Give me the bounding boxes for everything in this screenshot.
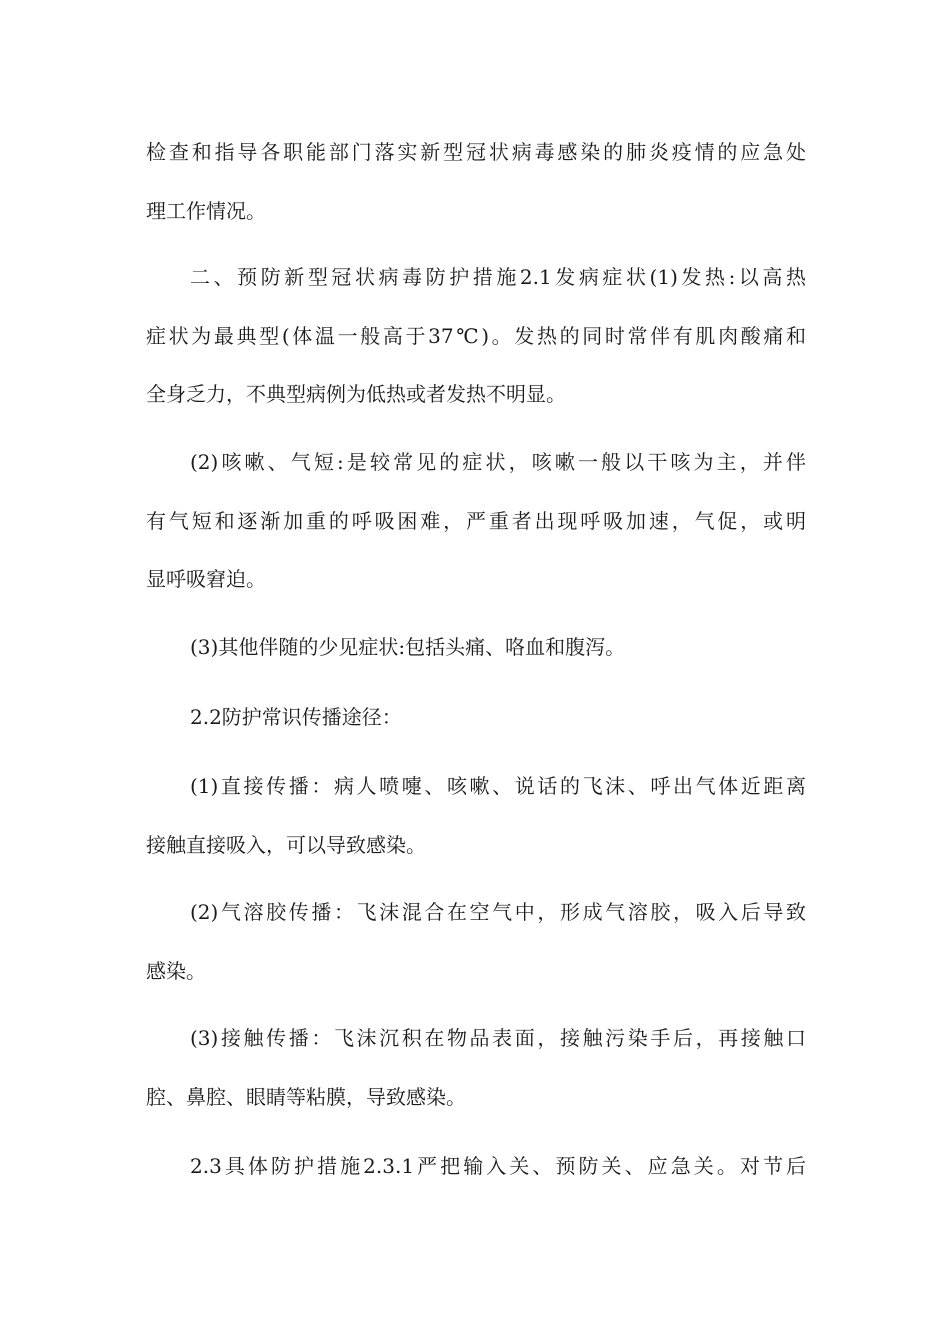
text-line: 理工作情况。	[146, 199, 266, 223]
text-line: 检查和指导各职能部门落实新型冠状病毒感染的肺炎疫情的应急处	[146, 140, 806, 164]
text-line: (2)气溶胶传播：飞沫混合在空气中，形成气溶胶，吸入后导致	[190, 900, 806, 924]
text-line: 2.2防护常识传播途径：	[190, 705, 402, 729]
text-line: 显呼吸窘迫。	[146, 567, 266, 591]
text-line: 接触直接吸入，可以导致感染。	[146, 833, 426, 857]
text-line: 症状为最典型(体温一般高于37℃)。发热的同时常伴有肌肉酸痛和	[146, 324, 806, 348]
text-line: 2.3具体防护措施2.3.1严把输入关、预防关、应急关。对节后	[190, 1154, 806, 1178]
text-line: 腔、鼻腔、眼睛等粘膜，导致感染。	[146, 1085, 466, 1109]
text-line: 二、预防新型冠状病毒防护措施2.1发病症状(1)发热:以高热	[190, 265, 806, 289]
text-line: (2)咳嗽、气短:是较常见的症状，咳嗽一般以干咳为主，并伴	[190, 450, 806, 474]
text-line: (3)接触传播：飞沫沉积在物品表面，接触污染手后，再接触口	[190, 1026, 806, 1050]
text-line: 有气短和逐渐加重的呼吸困难，严重者出现呼吸加速，气促，或明	[146, 509, 806, 533]
text-line: (3)其他伴随的少见症状:包括头痛、咯血和腹泻。	[190, 635, 626, 659]
text-line: 感染。	[146, 959, 206, 983]
text-line: 全身乏力，不典型病例为低热或者发热不明显。	[146, 382, 566, 406]
text-line: (1)直接传播：病人喷嚏、咳嗽、说话的飞沫、呼出气体近距离	[190, 774, 806, 798]
